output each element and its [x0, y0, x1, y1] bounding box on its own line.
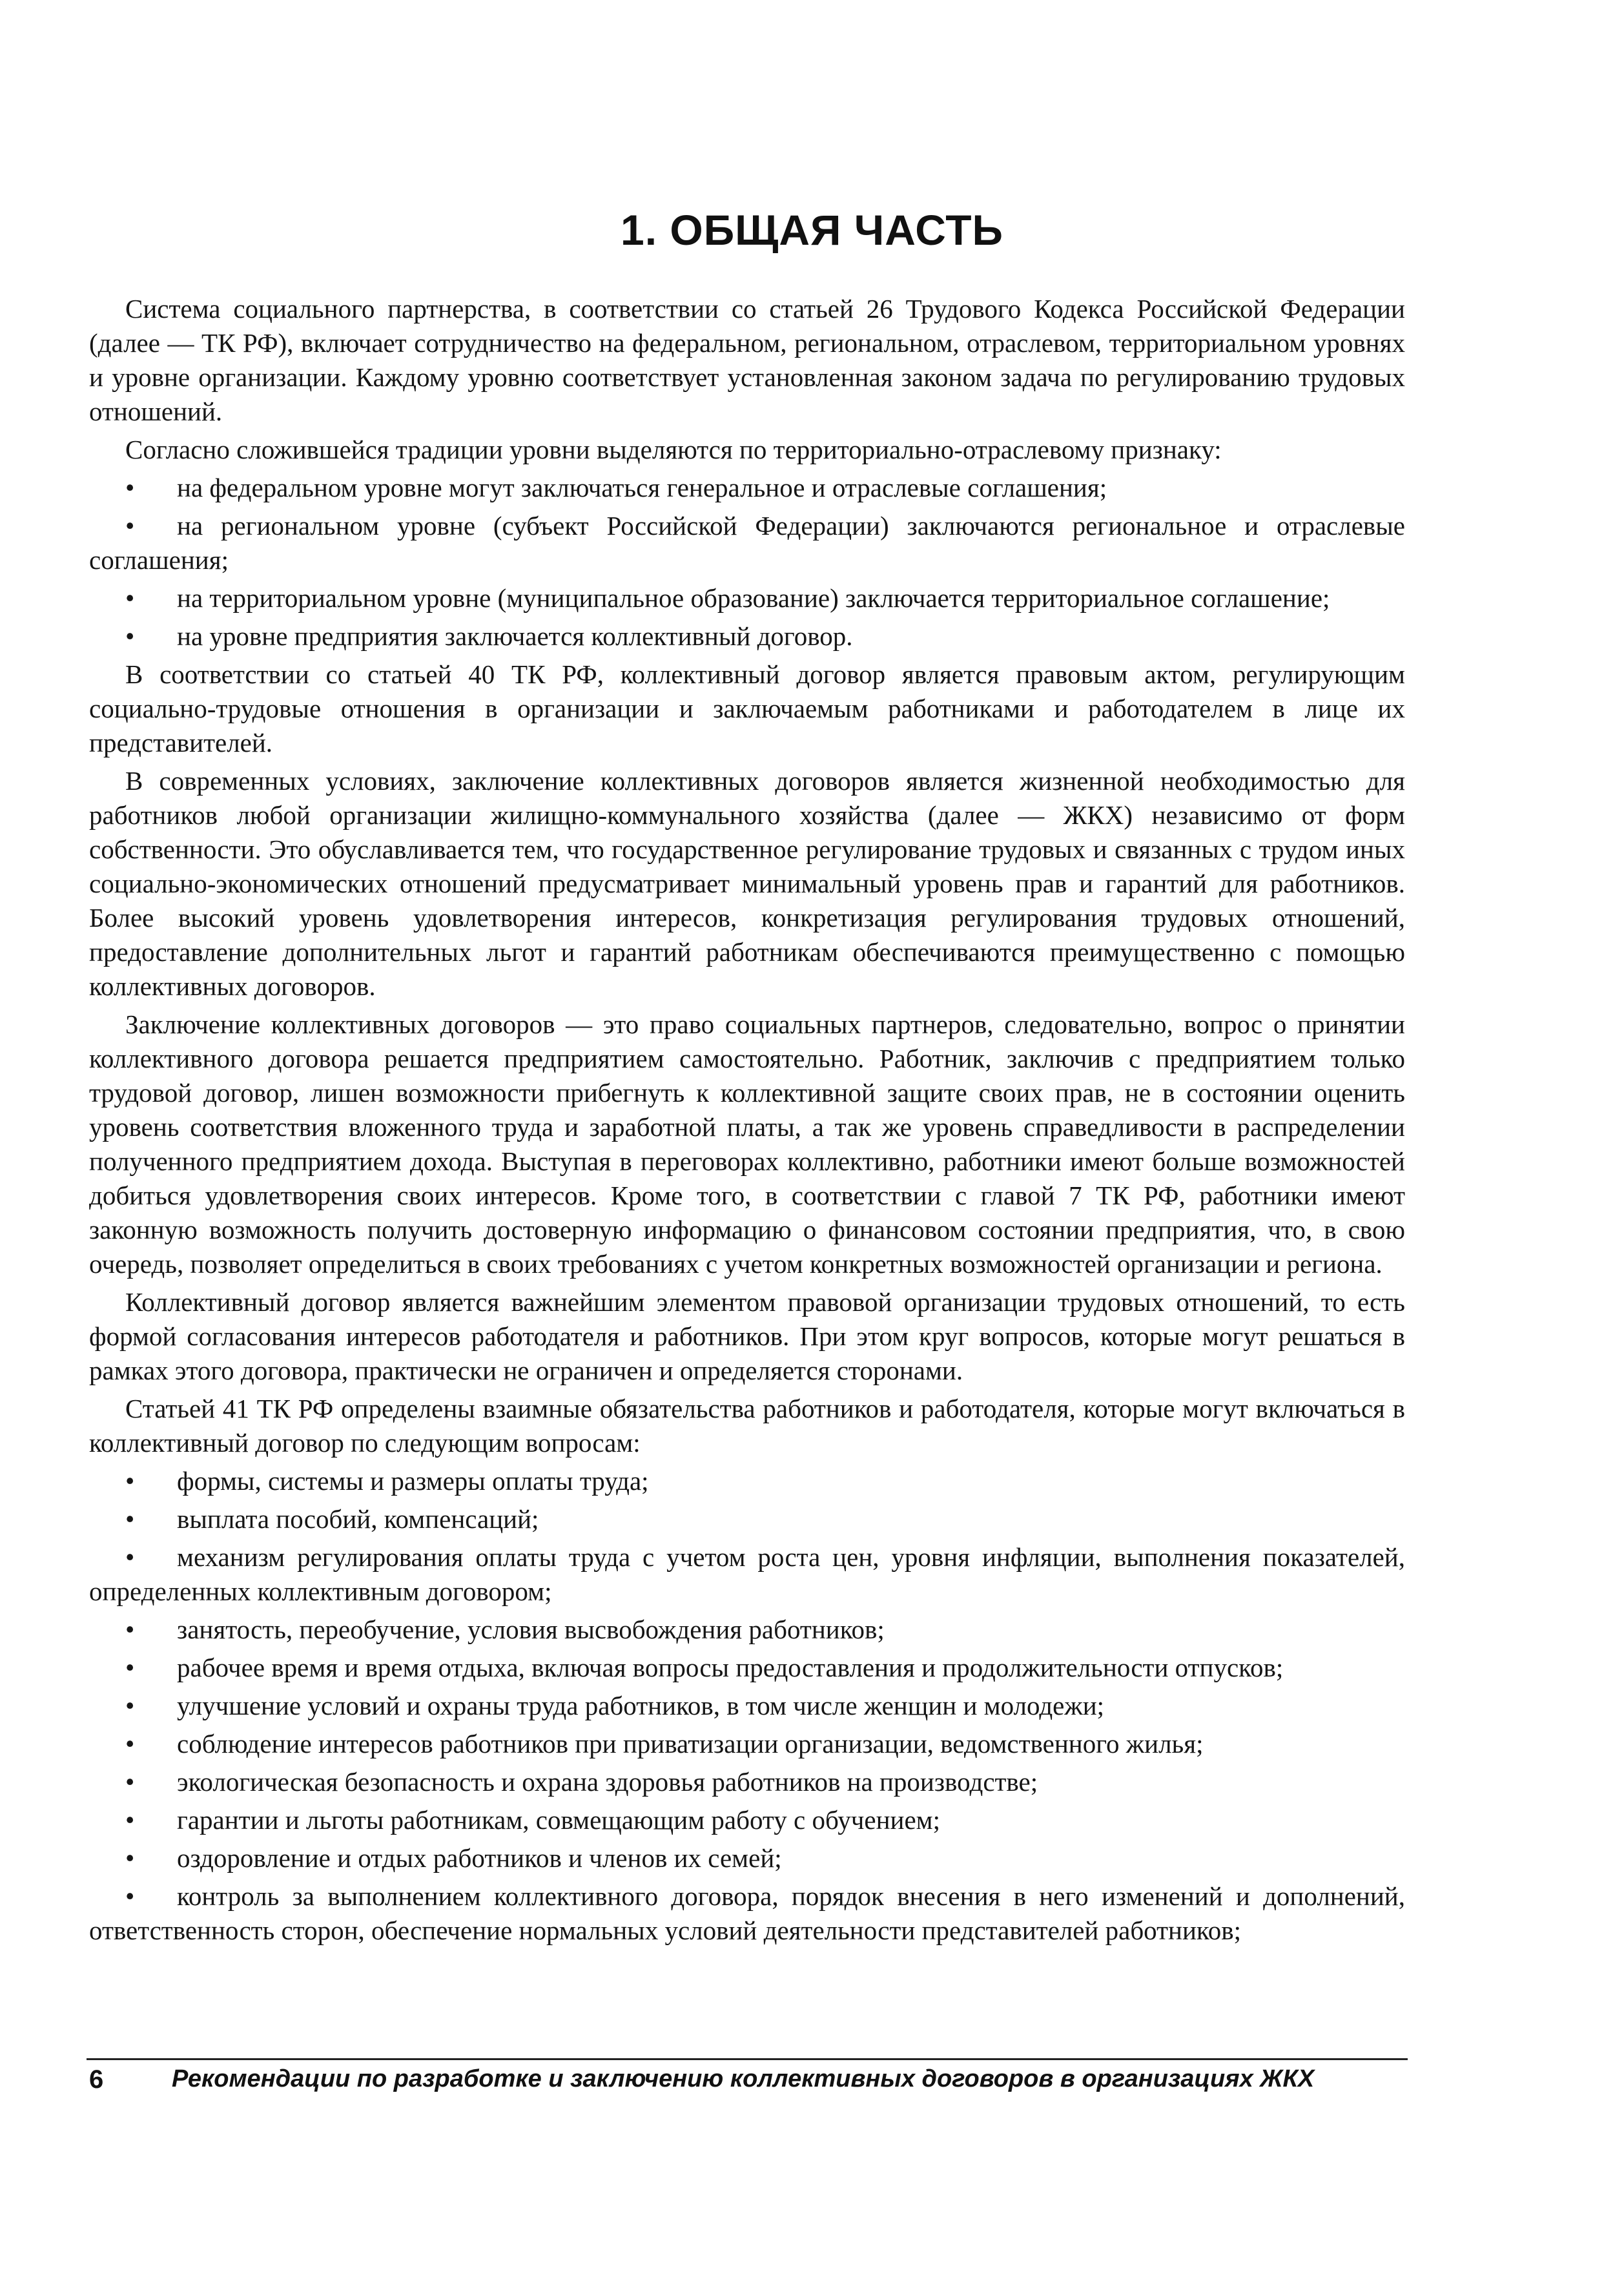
bullet-icon: • [125, 621, 135, 651]
list-item-text: гарантии и льготы работникам, совмещающим работу с обучением; [177, 1805, 941, 1835]
list-item-text: механизм регулирования оплаты труда с учетом роста цен, уровня инфляции, выполнения показателей, определенных коллективным договором; [89, 1542, 1405, 1606]
list-item-text: улучшение условий и охраны труда работников, в том числе женщин и молодежи; [177, 1691, 1105, 1720]
bullet-icon: • [125, 1504, 135, 1534]
bullet-icon: • [125, 1805, 135, 1835]
list-item [89, 1651, 1405, 1685]
bullet-list [89, 1464, 1405, 1948]
list-item-text: на уровне предприятия заключается коллективный договор. [177, 621, 853, 651]
paragraph: Согласно сложившейся традиции уровни выделяются по территориально-отраслевому признаку: [125, 435, 1222, 464]
list-item [89, 1540, 1405, 1609]
bullet-icon: • [125, 1466, 135, 1496]
page-title: 1. ОБЩАЯ ЧАСТЬ [620, 206, 1003, 254]
list-item-text: на федеральном уровне могут заключаться генеральное и отраслевые соглашения; [177, 473, 1107, 502]
list-item-text: выплата пособий, компенсаций; [177, 1504, 539, 1534]
paragraph: Заключение коллективных договоров — это право социальных партнеров, следовательно, вопрос о принятии коллективного договора решается предприятием самостоятельно. Работник, заключив с предприятием только трудовой договор, лишен возможности прибегнуть к коллективной защите своих прав, не в состоянии оценить уровень соответствия вложенного труда и заработной платы, а так же уровень справедливости в распределении полученного предприятием дохода. Выступая в переговорах коллективно, работники имеют больше возможностей добиться удовлетворения своих интересов. Кроме того, в соответствии с главой 7 ТК РФ, работники имеют законную возможность получить достоверную информацию о финансовом состоянии предприятия, что, в свою очередь, позволяет определиться в своих требованиях с учетом конкретных возможностей организации и региона. [89, 1009, 1405, 1279]
list-item [89, 1765, 1405, 1799]
bullet-icon: • [125, 1653, 135, 1682]
list-item [89, 1803, 1405, 1837]
bullet-list [89, 471, 1405, 654]
list-item-text: контроль за выполнением коллективного договора, порядок внесения в него изменений и дополнений, ответственность сторон, обеспечение нормальных условий деятельности представителей работников; [89, 1881, 1405, 1945]
bullet-icon: • [125, 511, 135, 541]
list-item [89, 1841, 1405, 1875]
list-item-text: занятость, переобучение, условия высвобождения работников; [177, 1615, 885, 1644]
bullet-icon: • [125, 1691, 135, 1720]
bullet-icon: • [125, 1729, 135, 1759]
paragraph: В соответствии со статьей 40 ТК РФ, коллективный договор является правовым актом, регулирующим социально-трудовые отношения в организации и заключаемым работниками и работодателем в лице их представителей. [89, 659, 1405, 758]
body-text [89, 292, 1405, 1952]
list-item [89, 1727, 1405, 1761]
list-item-text: соблюдение интересов работников при приватизации организации, ведомственного жилья; [177, 1729, 1204, 1759]
bullet-icon: • [125, 1881, 135, 1911]
list-item [89, 1879, 1405, 1948]
list-item [89, 581, 1405, 615]
list-item [89, 1689, 1405, 1723]
list-item-text: на региональном уровне (субъект Российской Федерации) заключаются региональное и отраслевые соглашения; [89, 511, 1405, 575]
list-item [89, 1464, 1405, 1498]
list-item-text: оздоровление и отдых работников и членов их семей; [177, 1843, 782, 1873]
list-item-text: формы, системы и размеры оплаты труда; [177, 1466, 649, 1496]
footer-divider [87, 2058, 1408, 2060]
running-footer-title: Рекомендации по разработке и заключению коллективных договоров в организациях ЖКХ [172, 2065, 1315, 2092]
paragraph: В современных условиях, заключение коллективных договоров является жизненной необходимостью для работников любой организации жилищно-коммунального хозяйства (далее — ЖКХ) независимо от форм собственности. Это обуславливается тем, что государственное регулирование трудовых и связанных с трудом иных социально-экономических отношений предусматривает минимальный уровень прав и гарантий для работников. Более высокий уровень удовлетворения интересов, конкретизация регулирования трудовых отношений, предоставление дополнительных льгот и гарантий работникам обеспечиваются преимущественно с помощью коллективных договоров. [89, 766, 1405, 1001]
bullet-icon: • [125, 1767, 135, 1797]
list-item [89, 1502, 1405, 1536]
paragraph: Система социального партнерства, в соответствии со статьей 26 Трудового Кодекса Российской Федерации (далее — ТК РФ), включает сотрудничество на федеральном, региональном, отраслевом, территориальном уровнях и уровне организации. Каждому уровню соответствует установленная законом задача по регулированию трудовых отношений. [89, 294, 1405, 426]
bullet-icon: • [125, 1843, 135, 1873]
list-item-text: рабочее время и время отдыха, включая вопросы предоставления и продолжительности отпусков; [177, 1653, 1284, 1682]
page-number: 6 [89, 2065, 104, 2094]
bullet-icon: • [125, 1542, 135, 1572]
paragraph: Коллективный договор является важнейшим элементом правовой организации трудовых отношений, то есть формой согласования интересов работодателя и работников. При этом круг вопросов, которые могут решаться в рамках этого договора, практически не ограничен и определяется сторонами. [89, 1287, 1405, 1385]
bullet-icon: • [125, 473, 135, 502]
paragraph: Статьей 41 ТК РФ определены взаимные обязательства работников и работодателя, которые могут включаться в коллективный договор по следующим вопросам: [89, 1394, 1405, 1458]
list-item [89, 471, 1405, 505]
list-item-text: экологическая безопасность и охрана здоровья работников на производстве; [177, 1767, 1038, 1797]
list-item-text: на территориальном уровне (муниципальное образование) заключается территориальное соглашение; [177, 583, 1330, 613]
bullet-icon: • [125, 1615, 135, 1644]
list-item [89, 1613, 1405, 1647]
list-item [89, 619, 1405, 654]
bullet-icon: • [125, 583, 135, 613]
list-item [89, 509, 1405, 577]
